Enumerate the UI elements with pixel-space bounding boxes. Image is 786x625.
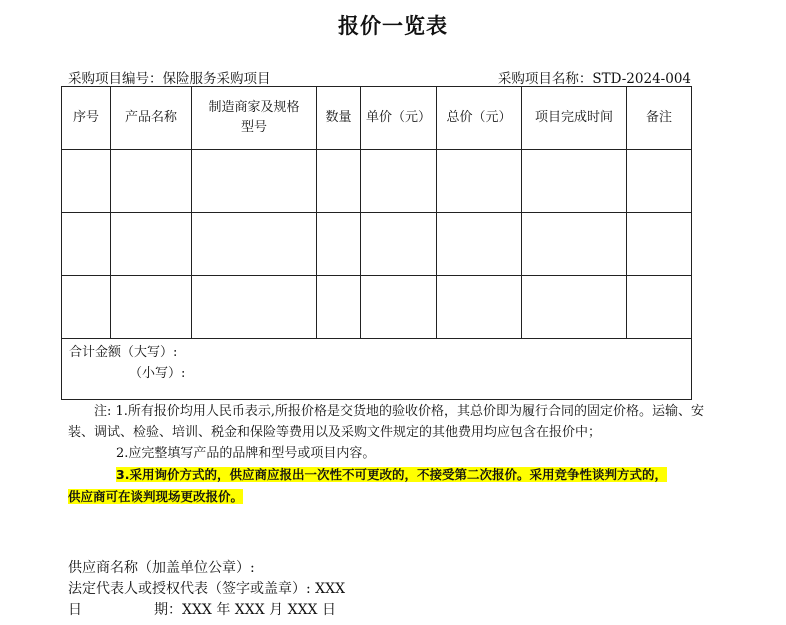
- cell: [317, 150, 361, 213]
- header-manufacturer-model: [192, 87, 317, 150]
- note-3-highlight-part2: 供应商可在谈判现场更改报价。: [68, 489, 244, 504]
- header-serial: 序号: [62, 87, 111, 150]
- page-title: 报价一览表: [338, 14, 448, 38]
- table-header-row: [62, 87, 692, 150]
- cell: [192, 213, 317, 276]
- date-label-a: 日: [68, 602, 82, 618]
- cell: [522, 150, 627, 213]
- cell: [627, 213, 692, 276]
- header-product-name: 产品名称: [111, 87, 192, 150]
- note-1: 注: 1.所有报价均用人民币表示,所报价格是交货地的验收价格，其总价即为履行合同的固定价格。运输、安装、调试、检验、培训、税金和保险等费用以及采购文件规定的其他费用均应包含在报价中；: [68, 404, 705, 440]
- header-quantity: 数量: [317, 87, 361, 150]
- header-remarks: 备注: [627, 87, 692, 150]
- project-number: 采购项目编号：保险服务采购项目: [68, 71, 271, 87]
- cell: [437, 276, 522, 339]
- cell: [437, 213, 522, 276]
- cell: [522, 276, 627, 339]
- cell: [192, 150, 317, 213]
- cell: [62, 150, 111, 213]
- table-row: [62, 213, 692, 276]
- supplier-name-label: 供应商名称（加盖单位公章）:: [68, 560, 255, 576]
- note-3: [68, 464, 728, 486]
- notes-section: [68, 401, 728, 508]
- cell: [111, 276, 192, 339]
- cell: [437, 150, 522, 213]
- project-name: 采购项目名称：STD-2024-004: [497, 71, 691, 87]
- header-manufacturer-line2: 型号: [240, 120, 267, 135]
- cell: [361, 276, 437, 339]
- cell: [522, 213, 627, 276]
- representative-label: 法定代表人或授权代表（签字或盖章）: XXX: [68, 581, 346, 597]
- cell: [111, 213, 192, 276]
- total-cell: [62, 339, 692, 400]
- table-row: [62, 276, 692, 339]
- total-row: [62, 339, 692, 400]
- cell: [317, 276, 361, 339]
- cell: [192, 276, 317, 339]
- cell: [62, 276, 111, 339]
- date-line: [68, 600, 345, 621]
- header-total-price: 总价（元）: [437, 87, 522, 150]
- cell: [111, 150, 192, 213]
- quote-table: [61, 86, 692, 400]
- total-amount-lowercase-label: （小写）:: [129, 366, 186, 381]
- header-completion-time: 项目完成时间: [522, 87, 627, 150]
- total-amount-uppercase-label: 合计金额（大写）:: [69, 345, 178, 360]
- cell: [361, 150, 437, 213]
- note-3-highlight-part1: 3.采用询价方式的，供应商应报出一次性不可更改的，不接受第二次报价。采用竞争性谈判方式的，: [116, 467, 667, 482]
- header-manufacturer-line1: 制造商家及规格: [208, 100, 300, 115]
- cell: [317, 213, 361, 276]
- note-2: 2.应完整填写产品的品牌和型号或项目内容。: [116, 446, 376, 461]
- cell: [627, 276, 692, 339]
- cell: [361, 213, 437, 276]
- date-label-b: 期：XXX 年 XXX 月 XXX 日: [154, 602, 336, 618]
- table-row: [62, 150, 692, 213]
- note-3-continued: [68, 486, 728, 508]
- header-unit-price: 单价（元）: [361, 87, 437, 150]
- cell: [62, 213, 111, 276]
- signature-section: [68, 558, 345, 621]
- cell: [627, 150, 692, 213]
